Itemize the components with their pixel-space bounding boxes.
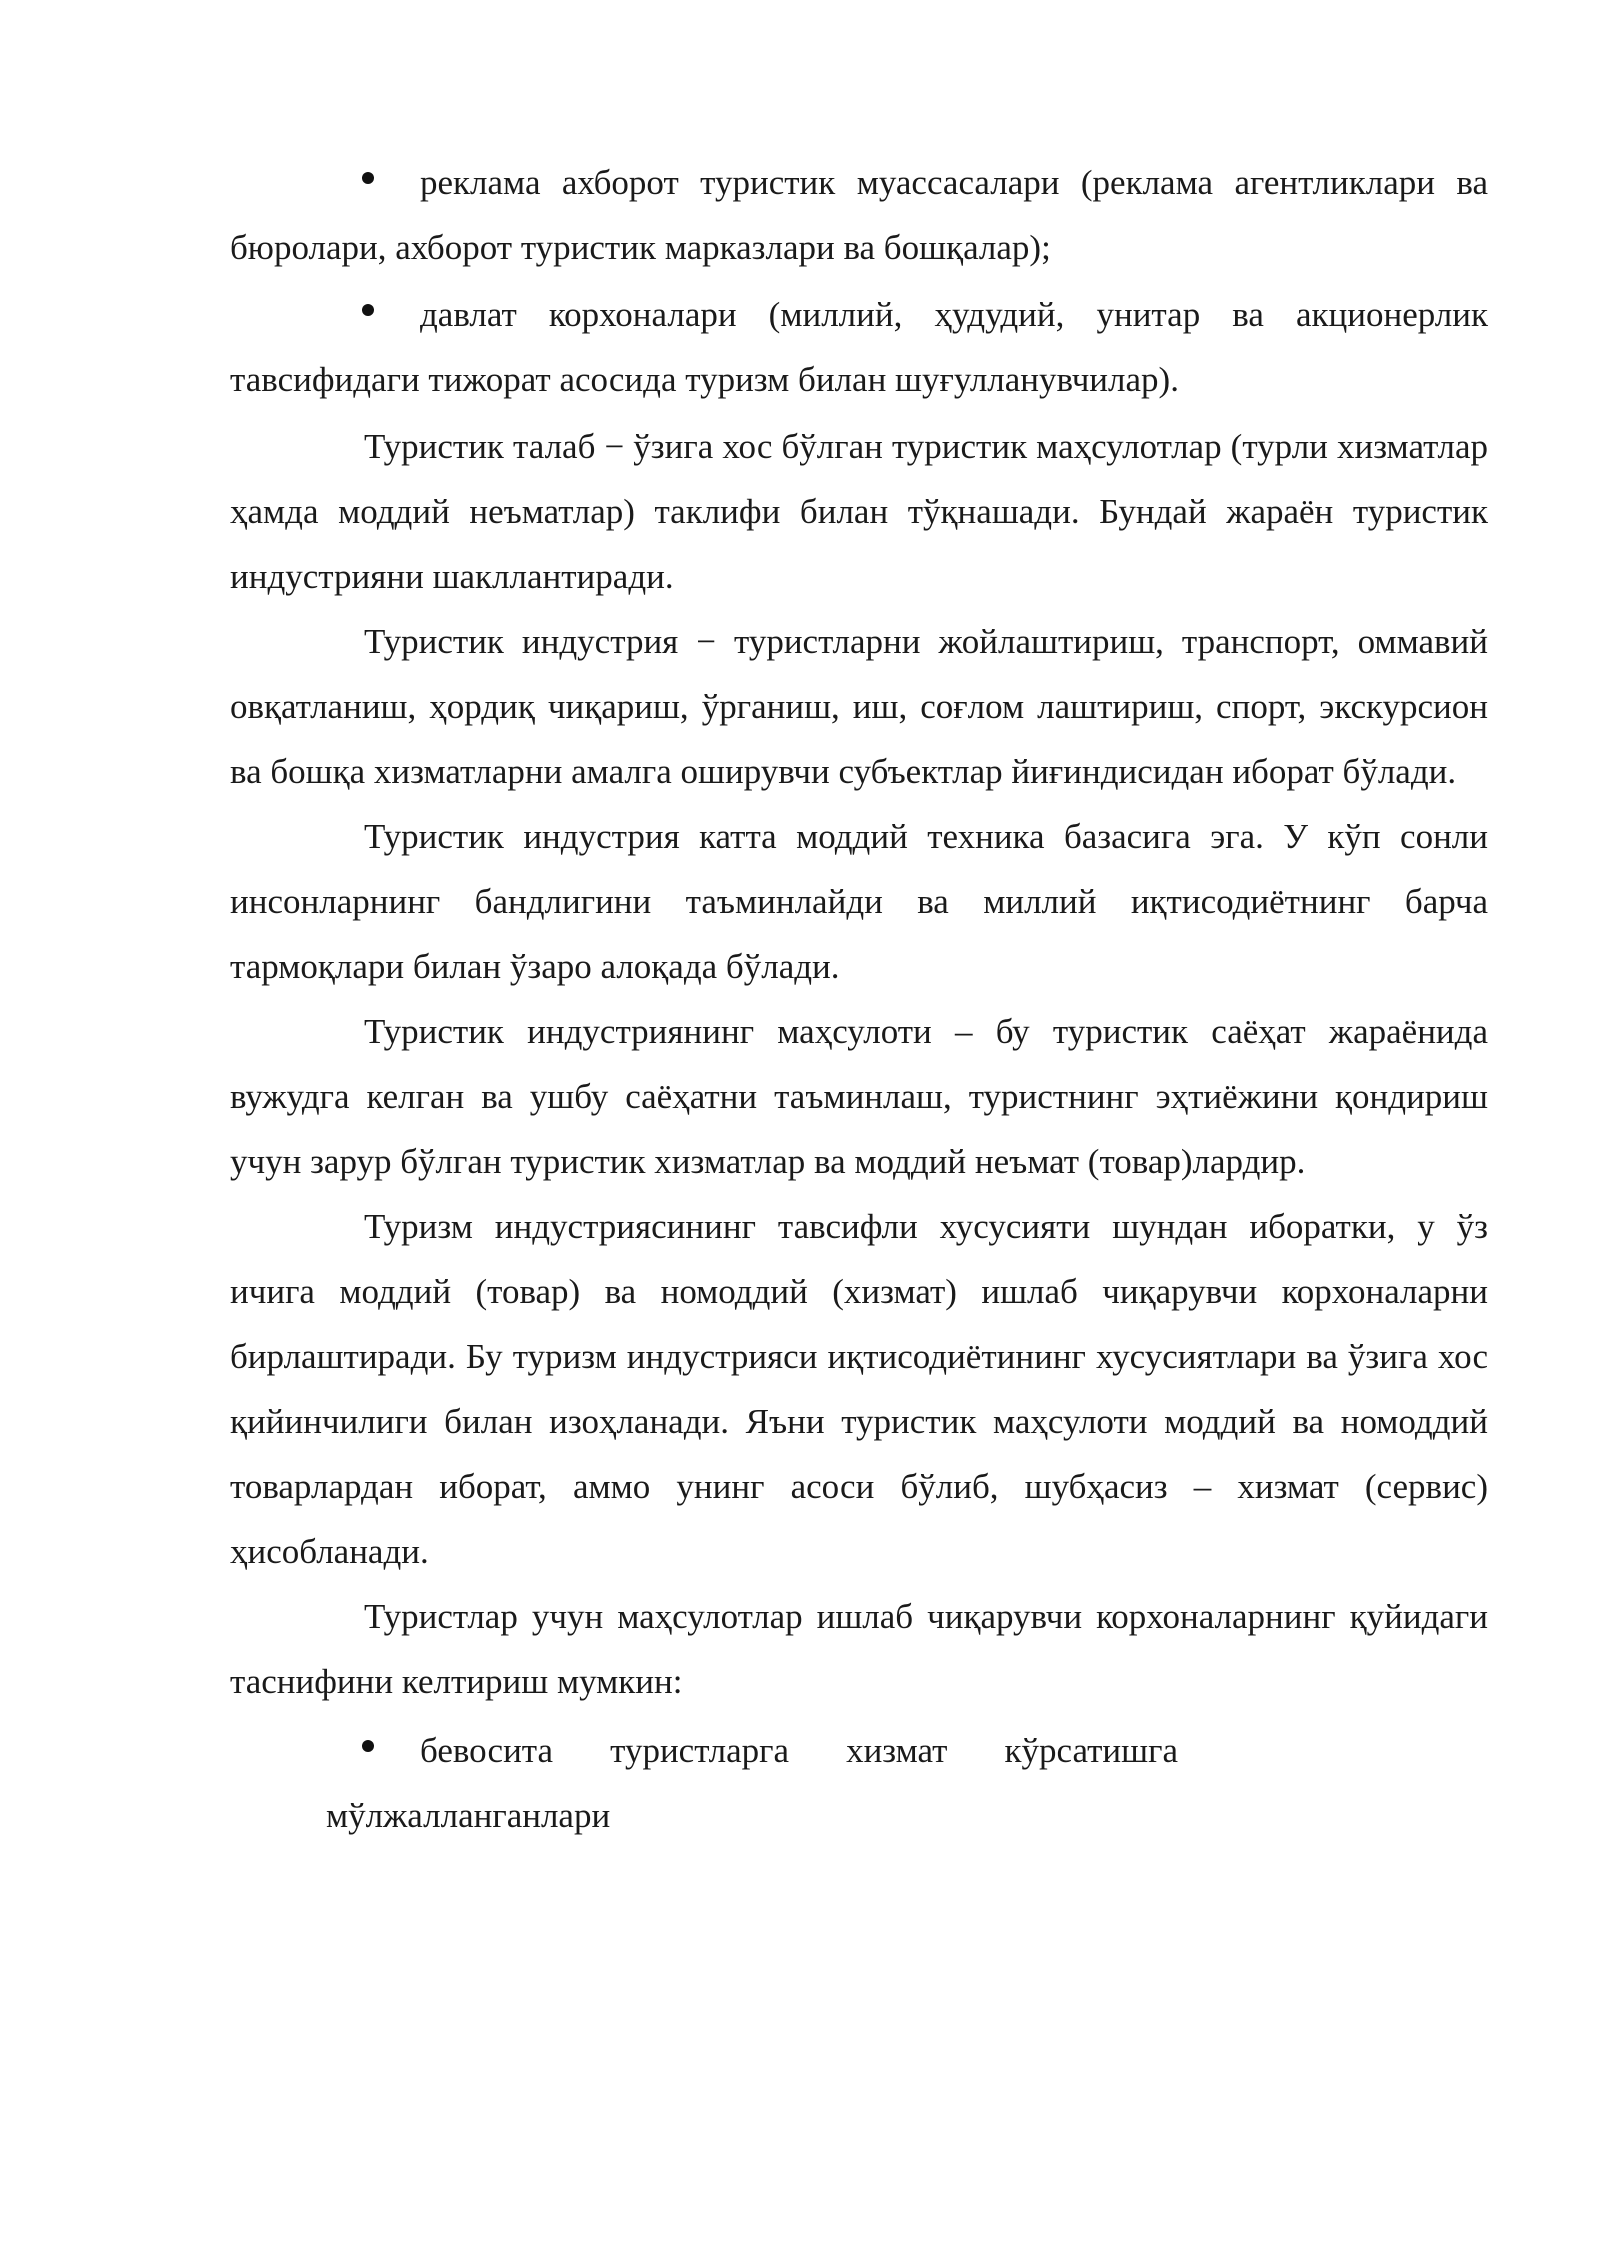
bullet-dot-icon [362, 304, 374, 316]
paragraph-industry-base: Туристик индустрия катта моддий техника базасига эга. У кўп сонли инсонларнинг бандлигини таъминлайди ва миллий иқтисодиётнинг барча тармоқлари билан ўзаро алоқада бўлади. [230, 817, 1488, 986]
paragraph-tourist-demand: Туристик талаб − ўзига хос бўлган туристик маҳсулотлар (турли хизматлар ҳамда моддий неъматлар) таклифи билан тўқнашади. Бундай жараён туристик индустрияни шакллантиради. [230, 427, 1488, 596]
bullet-dot-icon [362, 1740, 374, 1752]
paragraph-industry-product: Туристик индустриянинг маҳсулоти – бу туристик саёҳат жараёнида вужудга келган ва ушбу саёҳатни таъминлаш, туристнинг эҳтиёжини қондириш учун зарур бўлган туристик хизматлар ва моддий неъмат (товар)лардир. [230, 1012, 1488, 1181]
bullet-item-advertising [230, 150, 1488, 280]
paragraph-tourist-industry-definition: Туристик индустрия − туристларни жойлаштириш, транспорт, оммавий овқатланиш, ҳордиқ чиқариш, ўрганиш, иш, соғлом лаштириш, спорт, экскурсион ва бошқа хизматларни амалга оширувчи субъектлар йиғиндисидан иборат бўлади. [230, 622, 1488, 791]
bullet-word: кўрсатишга [1004, 1731, 1178, 1770]
bullet-line-first [326, 1718, 1178, 1783]
bullet-item-state-enterprises [230, 282, 1488, 412]
bullet-word: бевосита [420, 1731, 554, 1770]
bullet-dot-icon [362, 172, 374, 184]
bullet-text: давлат корхоналари (миллий, ҳудудий, унитар ва акционерлик тавсифидаги тижорат асосида туризм билан шуғулланувчилар). [230, 295, 1488, 399]
bullet-word: хизмат [846, 1731, 948, 1770]
bullet-item-direct-services [230, 1718, 1488, 1848]
bullet-word: туристларга [610, 1731, 790, 1770]
document-body [230, 150, 1488, 1848]
paragraph-classification-intro: Туристлар учун маҳсулотлар ишлаб чиқарувчи корхоналарнинг қуйидаги таснифини келтириш мумкин: [230, 1597, 1488, 1701]
paragraph-industry-features: Туризм индустриясининг тавсифли хусусияти шундан иборатки, у ўз ичига моддий (товар) ва номоддий (хизмат) ишлаб чиқарувчи корхоналарни бирлаштиради. Бу туризм индустрияси иқтисодиётининг хусусиятлари ва ўзига хос қийинчилиги билан изоҳланади. Яъни туристик маҳсулоти моддий ва номоддий товарлардан иборат, аммо унинг асоси бўлиб, шубҳасиз – хизмат (сервис) ҳисобланади. [230, 1207, 1488, 1571]
bullet-text: реклама ахборот туристик муассасалари (реклама агентликлари ва бюролари, ахборот туристик марказлари ва бошқалар); [230, 163, 1488, 267]
bullet-line-continuation: мўлжалланганлари [326, 1796, 611, 1835]
